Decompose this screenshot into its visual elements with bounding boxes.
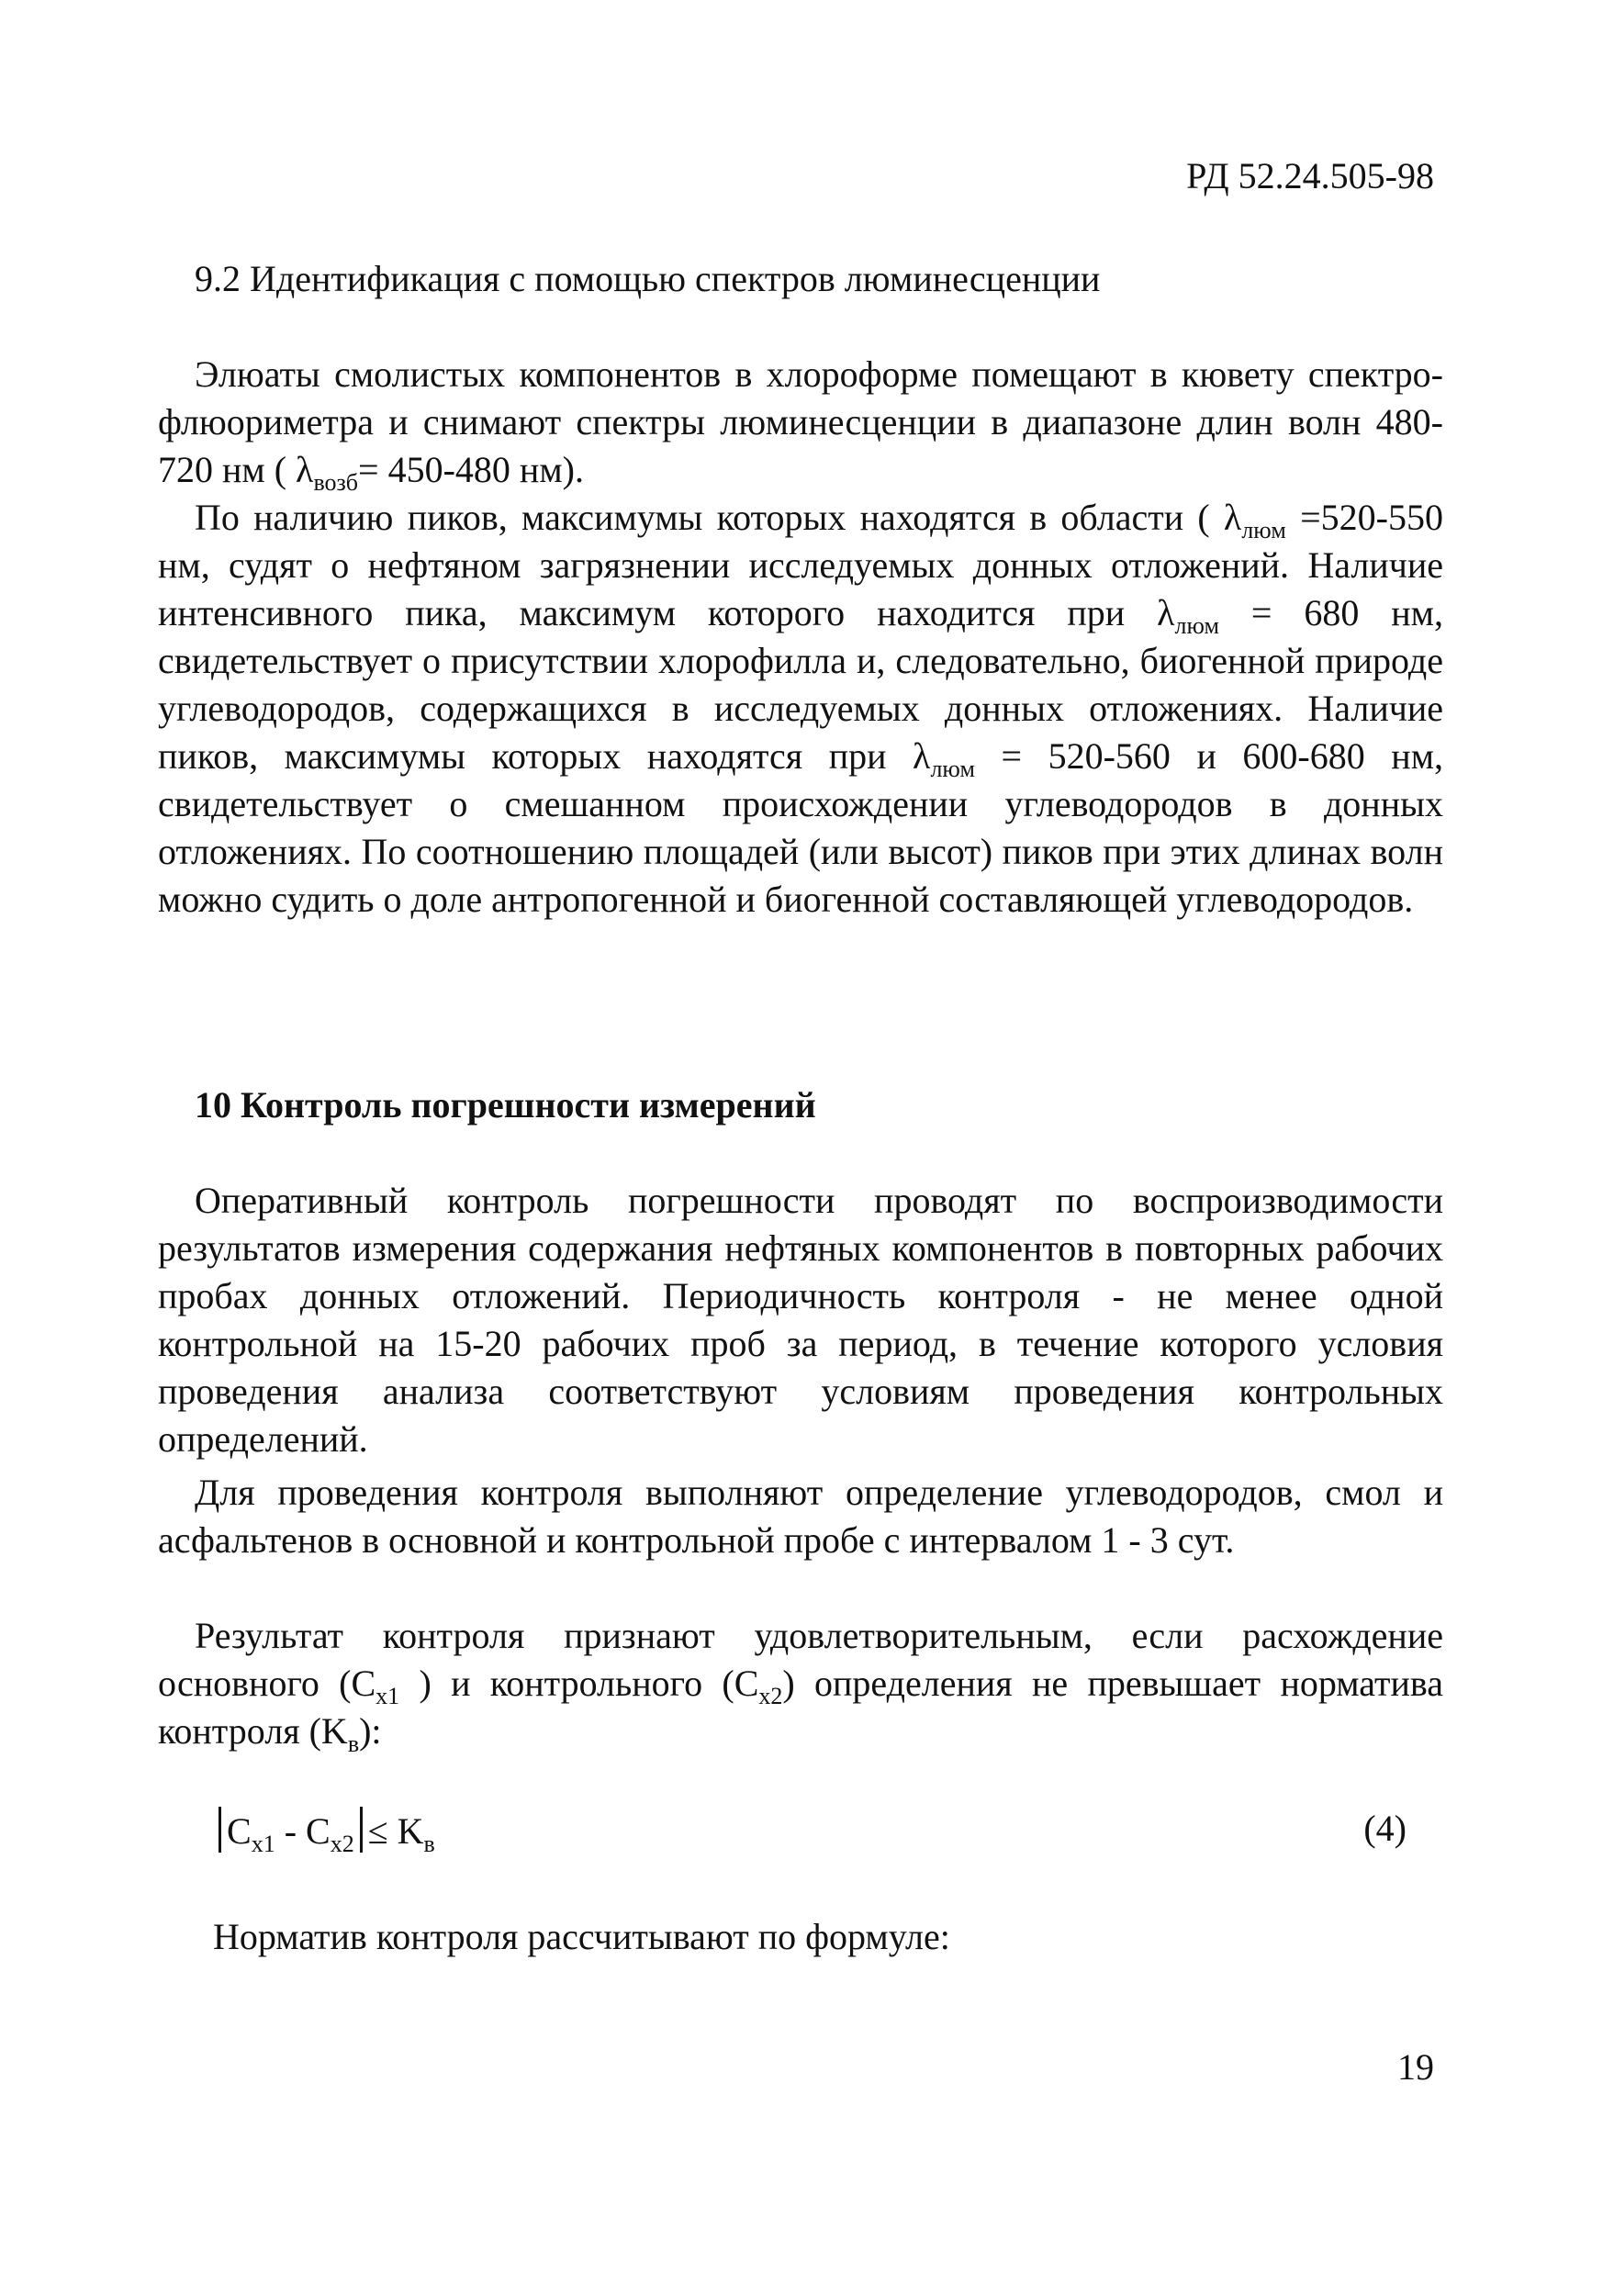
section-9-2-heading: 9.2 Идентификация с помощью спектров люминесценции bbox=[195, 258, 1101, 299]
section-10-paragraph-2: Для проведения контроля выполняют определение углеводородов, смол и асфальтенов в основной и контрольной пробе с интервалом 1 - 3 сут. bbox=[158, 1472, 1443, 1561]
equation-number: (4) bbox=[1363, 1808, 1407, 1849]
abs-bar-left bbox=[219, 1807, 221, 1853]
section-10-heading: 10 Контроль погрешности измерений bbox=[195, 1084, 816, 1126]
section-9-2-paragraph-2: По наличию пиков, максимумы которых находятся в области ( $\lambda_{люм} =520-550$ нм, судят о нефтяном загрязнении исследуемых донных отложений. Наличие интенсивного пика, максимум которого находится при $\lambda_{люм} = 680$ нм, свидетельствует о присутствии хлорофилла и, следовательно, биогенной природе углеводородов, содержащихся в исследуемых донных отложениях. Наличие пиков, максимумы которых находятся при $\lambda_{люм} = 520-560$ и 600-680 нм, свидетельствует о смешанном происхождении углеводородов в донных отложениях. По соотношению площадей (или высот) пиков при этих длинах волн можно судить о доле антропогенной и биогенной составляющей углеводородов. bbox=[158, 497, 1444, 920]
section-10-paragraph-3: Результат контроля признают удовлетворительным, если расхождение основного ($C_{x1}$ ) и контрольного $(C_{x2})$ определения не превышает норматива контроля $(K_в)$: bbox=[158, 1615, 1444, 1757]
section-10-paragraph-1: Оперативный контроль погрешности проводят по воспроизводимости результатов измерения содержания нефтяных компонентов в повторных рабочих пробах донных отложений. Периодичность контроля - не менее одной контрольной на 15-20 рабочих проб за период, в течение которого условия проведения анализа соответствуют условиям проведения контрольных определений. bbox=[158, 1180, 1443, 1460]
page-number: 19 bbox=[1397, 2046, 1434, 2088]
formula-intro: Норматив контроля рассчитывают по формуле: bbox=[213, 1916, 950, 1957]
section-9-2-paragraph-1: Элюаты смолистых компонентов в хлороформе помещают в кювету спектро-флюориметра и снимают спектры люминесценции в диапазоне длин волн 480-720 нм ( $\lambda_{возб}= 450-480$ нм). bbox=[158, 353, 1443, 496]
formula-4 bbox=[213, 1807, 1407, 1858]
document-code: РД 52.24.505-98 bbox=[1186, 155, 1434, 196]
abs-bar-right bbox=[360, 1807, 363, 1853]
formula-expression: $C_{x1} - C_{x2} \le K_в$ bbox=[213, 1807, 435, 1853]
